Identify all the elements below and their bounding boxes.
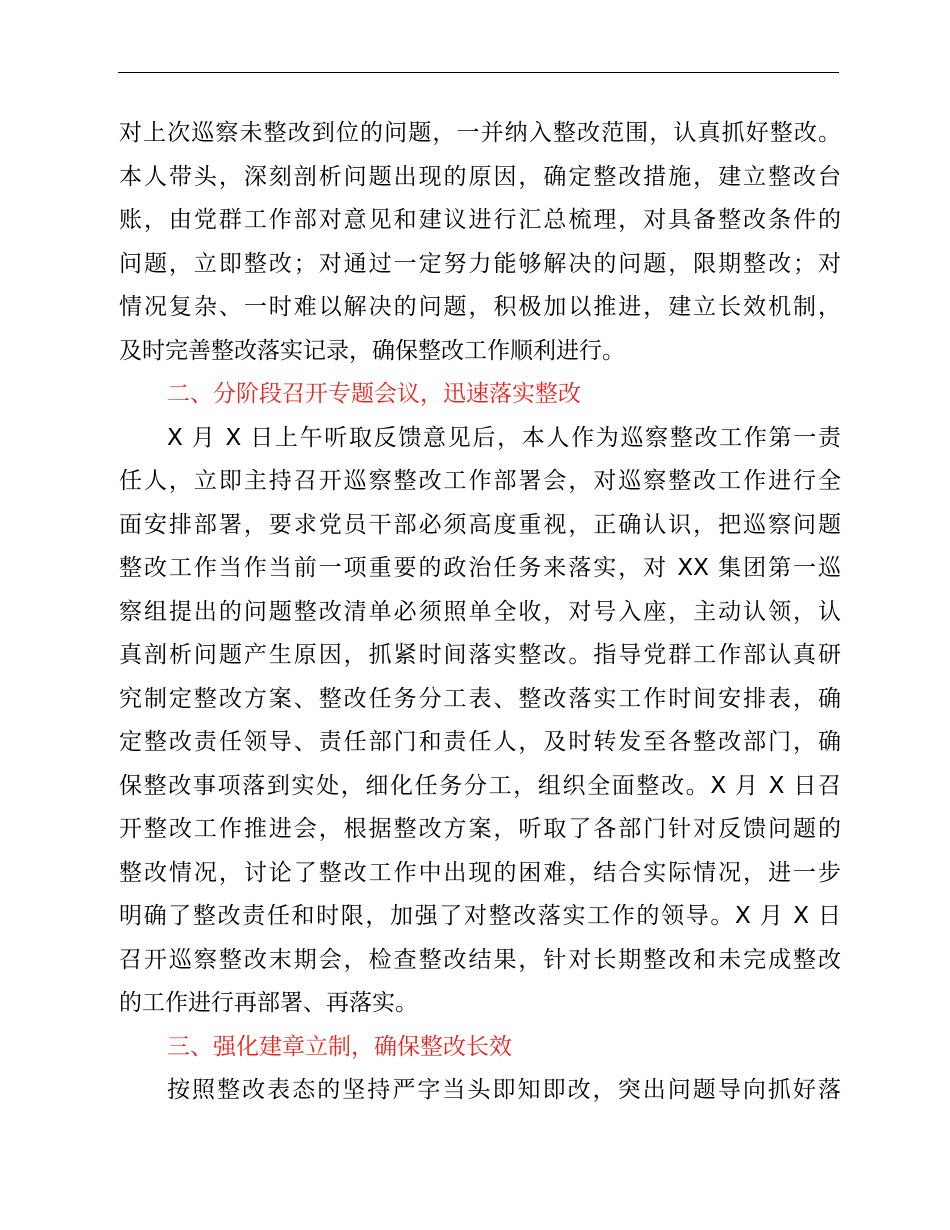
- text-line: 面安排部署，要求党员干部必须高度重视，正确认识，把巡察问题: [119, 511, 841, 538]
- paragraph-2: [119, 417, 841, 1026]
- document-body: [119, 112, 841, 1113]
- text-line: 按照整改表态的坚持严字当头即知即改，突出问题导向抓好落: [167, 1077, 841, 1103]
- text-line: 整改工作当作当前一项重要的政治任务来落实，对 XX 集团第一巡: [119, 555, 841, 581]
- text-line: 情况复杂、一时难以解决的问题，积极加以推进，建立长效机制，: [119, 294, 841, 320]
- text-line: 的工作进行再部署、再落实。: [119, 990, 418, 1016]
- paragraph-3: [119, 1069, 841, 1113]
- text-line: 明确了整改责任和时限，加强了对整改落实工作的领导。X 月 X 日: [119, 903, 841, 929]
- header-rule: [118, 72, 839, 73]
- section-heading-3: 三、强化建章立制，确保整改长效: [167, 1033, 512, 1060]
- text-line: 定整改责任领导、责任部门和责任人，及时转发至各整改部门，确: [119, 729, 841, 755]
- text-line: 问题，立即整改；对通过一定努力能够解决的问题，限期整改；对: [119, 250, 841, 277]
- section-heading-2: 二、分阶段召开专题会议，迅速落实整改: [167, 381, 581, 407]
- text-line: 及时完善整改落实记录，确保整改工作顺利进行。: [119, 337, 625, 364]
- text-line: 察组提出的问题整改清单必须照单全收，对号入座，主动认领，认: [119, 598, 841, 625]
- text-line: X 月 X 日上午听取反馈意见后，本人作为巡察整改工作第一责: [167, 424, 841, 451]
- text-line: 开整改工作推进会，根据整改方案，听取了各部门针对反馈问题的: [119, 816, 841, 842]
- text-line: 保整改事项落到实处，细化任务分工，组织全面整改。X 月 X 日召: [119, 772, 841, 799]
- text-line: 账，由党群工作部对意见和建议进行汇总梳理，对具备整改条件的: [119, 207, 841, 233]
- paragraph-1: [119, 112, 841, 373]
- text-line: 任人，立即主持召开巡察整改工作部署会，对巡察整改工作进行全: [119, 468, 841, 494]
- text-line: 召开巡察整改末期会，检查整改结果，针对长期整改和未完成整改: [119, 946, 841, 973]
- text-line: 究制定整改方案、整改任务分工表、整改落实工作时间安排表，确: [119, 685, 841, 712]
- text-line: 整改情况，讨论了整改工作中出现的困难，结合实际情况，进一步: [119, 859, 841, 886]
- text-line: 本人带头，深刻剖析问题出现的原因，确定整改措施，建立整改台: [119, 163, 841, 190]
- text-line: 对上次巡察未整改到位的问题，一并纳入整改范围，认真抓好整改。: [119, 120, 841, 146]
- text-line: 真剖析问题产生原因，抓紧时间落实整改。指导党群工作部认真研: [119, 642, 841, 668]
